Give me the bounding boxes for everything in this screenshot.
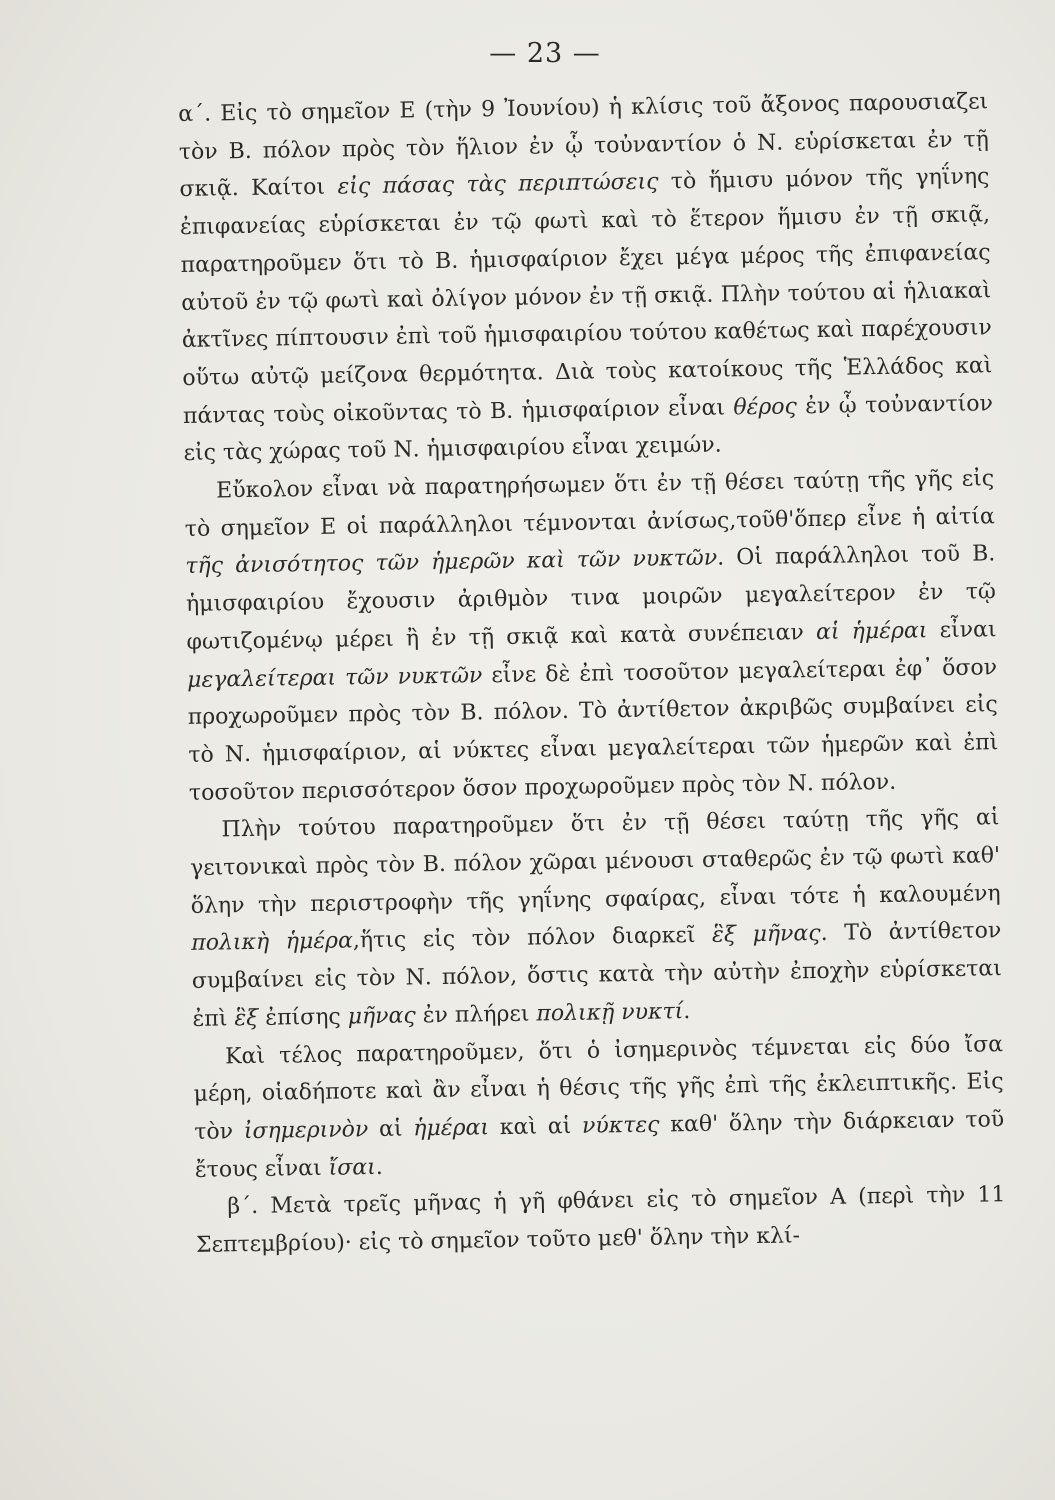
text-run: καθ' ὅλην τὴν διάρκειαν τοῦ ἔτους εἶναι: [194, 1107, 1005, 1183]
italic-text: μῆνας: [347, 1003, 416, 1030]
text-run: εἶναι: [927, 617, 997, 644]
italic-text: εἰς πάσας τὰς περιπτώσεις: [337, 169, 659, 200]
text-run: .: [683, 998, 691, 1025]
text-run: Εὔκολον εἶναι νὰ παρατηρήσωμεν ὅτι ἐν τῇ θέσει ταύτῃ τῆς γῆς εἰς τὸ σημεῖον Ε οἱ παράλληλοι τέμνονται ἀνίσως,τοῦθ'ὅπερ εἶνε ἡ αἰτία: [184, 466, 995, 542]
text-run: ,ἥτις εἰς τὸν πόλον διαρκεῖ: [352, 923, 713, 954]
text-run: .: [375, 1154, 383, 1180]
paragraph: [178, 83, 994, 473]
text-run: Πλὴν τούτου παρατηροῦμεν ὅτι ἐν τῇ θέσει ταύτῃ τῆς γῆς αἱ γειτονικαὶ πρὸς τὸν Β. πόλον χῶραι μένουσι σταθερῶς ἐν τῷ φωτὶ καθ' ὅλην τὴν περιστροφὴν τῆς γηΐνης σφαίρας, εἶναι τότε ἡ καλουμένη: [189, 805, 1001, 919]
italic-text: ἴσαι: [328, 1154, 376, 1181]
text-run: . Οἱ παράλληλοι τοῦ Β. ἡμισφαιρίου ἔχουσιν ἀριθμὸν τινα μοιρῶν μεγαλείτερον ἐν τῷ φωτιζομένῳ μέρει ἢ ἐν τῇ σκιᾷ καὶ κατὰ συνέπειαν: [185, 541, 997, 655]
italic-text: τῆς ἀνισότητος τῶν ἡμερῶν καὶ τῶν νυκτῶν: [185, 546, 718, 580]
italic-text: μεγαλείτεραι τῶν νυκτῶν: [186, 662, 483, 693]
text-run: Καὶ τέλος παρατηροῦμεν, ὅτι ὁ ἰσημερινὸς τέμνεται εἰς δύο ἴσα μέρη, οἱαδήποτε καὶ ἂν εἶναι ἡ θέσις τῆς γῆς ἐπὶ τῆς ἐκλειπτικῆς. Εἰς τὸν: [193, 1031, 1004, 1145]
italic-text: πολικῇ νυκτί: [536, 999, 684, 1027]
italic-text: ἓξ μῆνας: [711, 921, 821, 949]
text-run: ἐν πλήρει: [415, 1001, 537, 1029]
italic-text: θέρος: [733, 393, 798, 420]
italic-text: νύκτες: [581, 1112, 660, 1139]
text-run: καὶ αἱ: [488, 1113, 583, 1141]
paragraph: [184, 460, 999, 812]
paragraph: [193, 1026, 1005, 1190]
text-run: αἱ: [368, 1116, 414, 1143]
italic-text: ἰσημερινὸν: [243, 1117, 369, 1145]
text-run: εἶνε δὲ ἐπὶ τοσοῦτον μεγαλείτεραι ἐφ᾽ ὅσον προχωροῦμεν πρὸς τὸν Β. πόλον. Τὸ ἀντίθετον ἀκριβῶς συμβαίνει εἰς τὸ Ν. ἡμισφαίριον, αἱ νύκτες εἶναι μεγαλείτεραι τῶν ἡμερῶν καὶ ἐπὶ τοσοῦτον περισσότερον ὅσον προχωροῦμεν πρὸς τὸν Ν. πόλον.: [187, 654, 999, 806]
italic-text: αἱ ἡμέραι: [815, 618, 928, 645]
body-text: [178, 83, 1006, 1264]
text-run: α΄. Εἰς τὸ σημεῖον Ε (τὴν 9 Ἰουνίου) ἡ κλίσις τοῦ ἄξονος παρουσιαζει τὸν Β. πόλον πρὸς τὸν ἥλιον ἐν ᾧ τοὐναντίον ὁ Ν. εὑρίσκεται ἐν τῇ σκιᾷ. Καίτοι: [178, 89, 989, 203]
text-run: ἐπίσης: [258, 1004, 348, 1031]
italic-text: ἡμέραι: [413, 1115, 490, 1142]
italic-text: πολικὴ ἡμέρα: [191, 928, 354, 957]
italic-text: ἓξ: [234, 1005, 259, 1032]
paragraph: [195, 1177, 1006, 1265]
text-run: ἐν ᾧ τοὐναντίον εἰς τὰς χώρας τοῦ Ν. ἡμισφαιρίου εἶναι χειμών.: [183, 390, 994, 467]
paragraph: [189, 800, 1002, 1039]
text-run: β΄. Μετὰ τρεῖς μῆνας ἡ γῆ φθάνει εἰς τὸ σημεῖον Α (περὶ τὴν 11 Σεπτεμβρίου)· εἰς τὸ σημεῖον τοῦτο μεθ' ὅλην τὴν κλί-: [195, 1182, 1006, 1258]
text-run: τὸ ἥμισυ μόνον τῆς γηΐνης ἐπιφανείας εὑρίσκεται ἐν τῷ φωτὶ καὶ τὸ ἕτερον ἥμισυ ἐν τῇ σκιᾷ, παρατηροῦμεν ὅτι τὸ Β. ἡμισφαίριον ἔχει μέγα μέρος τῆς ἐπιφανείας αὐτοῦ ἐν τῷ φωτὶ καὶ ὀλίγον μόνον ἐν τῇ σκιᾷ. Πλὴν τούτου αἱ ἡλιακαὶ ἀκτῖνες πίπτουσιν ἐπὶ τοῦ ἡμισφαιρίου τούτου καθέτως καὶ παρέχουσιν οὕτω αὐτῷ μείζονα θερμότητα. Διὰ τοὺς κατοίκους τῆς Ἑλλάδος καὶ πάντας τοὺς οἰκοῦντας τὸ Β. ἡμισφαίριον εἶναι: [179, 164, 993, 429]
text-run: . Τὸ ἀντίθετον συμβαίνει εἰς τὸν Ν. πόλον, ὅστις κατὰ τὴν αὐτὴν ἐποχὴν εὑρίσκεται ἐπὶ: [191, 918, 1003, 1032]
page-number: — 23 —: [489, 38, 601, 69]
